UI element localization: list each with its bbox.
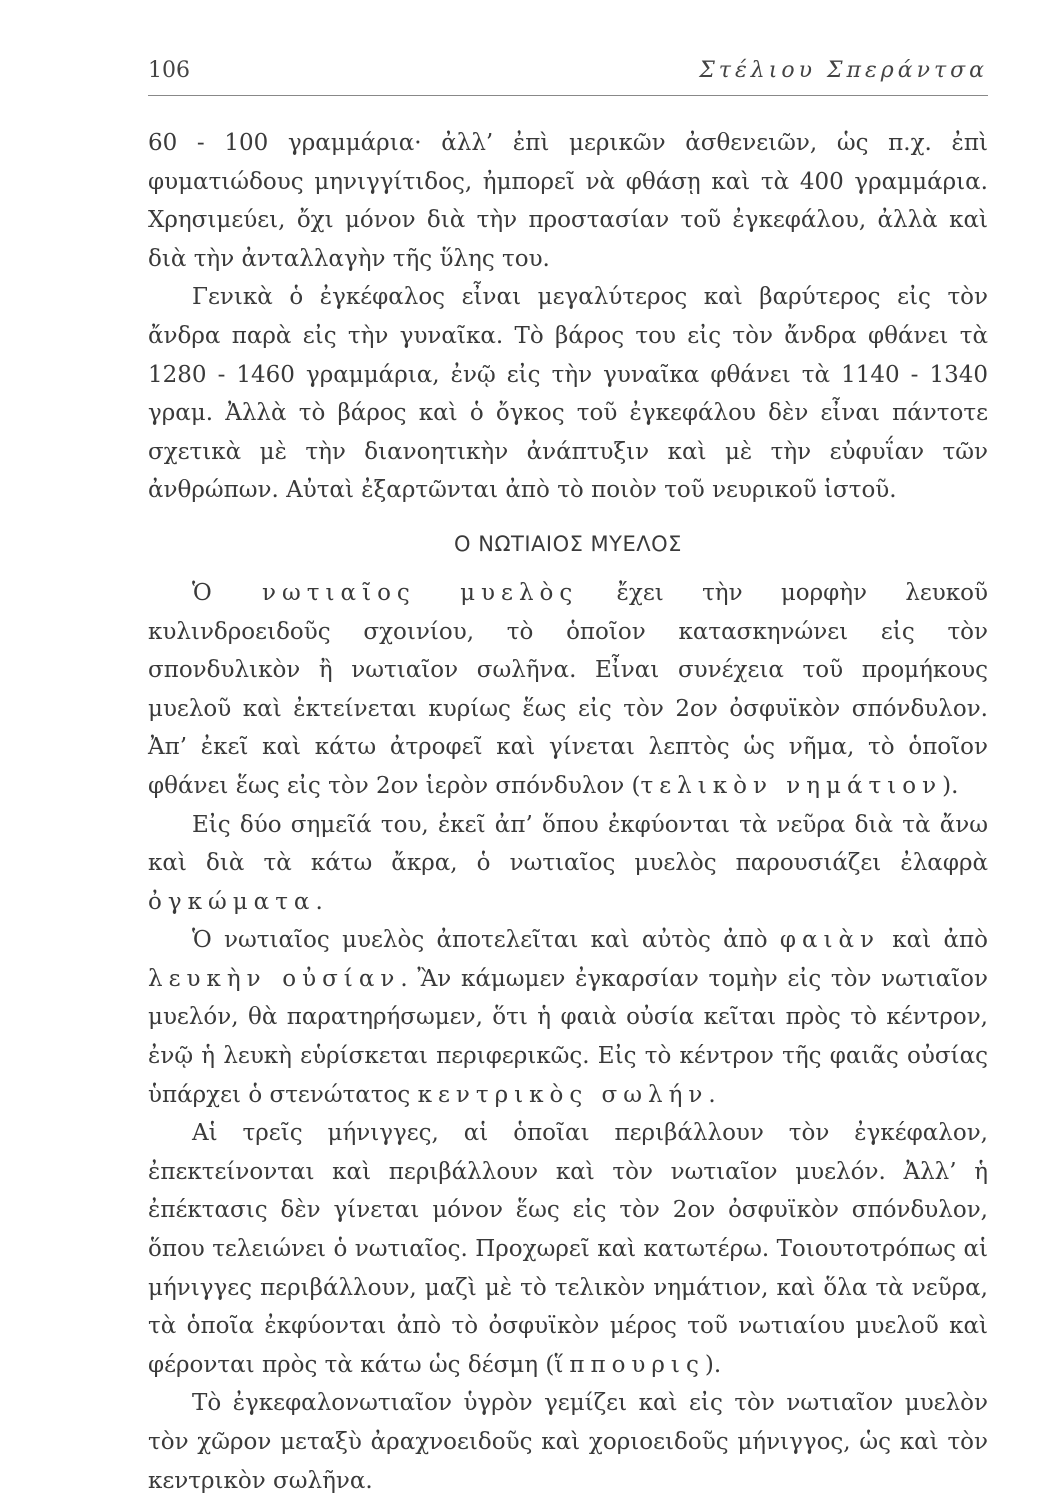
paragraph-5-text-a: Ὁ νωτιαῖος μυελὸς ἀποτελεῖται καὶ αὐτὸς ἀπὸ (192, 927, 780, 954)
paragraph-5-text-d: . (708, 1081, 716, 1108)
paragraph-6-text-a: Αἱ τρεῖς μήνιγγες, αἱ ὁποῖαι περιβάλλουν τὸν ἐγκέφαλον, ἐπεκτείνονται καὶ περιβάλλουν καὶ τὸν νωτιαῖον μυελόν. Ἀλλ’ ἡ ἐπέκτασις δὲν γίνεται μόνον ἕως εἰς τὸν 2ον ὀσφυϊκὸν σπόνδυλον, ὅπου τελειώνει ὁ νωτιαῖος. Προχωρεῖ καὶ κατωτέρω. Τοιουτοτρόπως αἱ μήνιγγες περιβάλλουν, μαζὶ μὲ τὸ τελικὸν νημάτιον, καὶ ὅλα τὰ νεῦρα, τὰ ὁποῖα ἐκφύονται ἀπὸ τὸ ὀσφυϊκὸν μέρος τοῦ νωτιαίου μυελοῦ καὶ φέρονται πρὸς τὰ κάτω ὡς δέσμη ( (148, 1120, 988, 1378)
paragraph-4 (148, 806, 988, 922)
spaced-term-filum: τελικὸν νημάτιον (640, 772, 943, 799)
paragraph-7: Τὸ ἐγκεφαλονωτιαῖον ὑγρὸν γεμίζει καὶ εἰς τὸν νωτιαῖον μυελὸν τὸν χῶρον μεταξὺ ἀραχνοειδοῦς καὶ χοριοειδοῦς μήνιγγος, ὡς καὶ τὸν κεντρικὸν σωλῆνα. (148, 1390, 988, 1494)
page-body (148, 124, 988, 1500)
spaced-term-central-canal: κεντρικὸς σωλήν (417, 1081, 709, 1108)
paragraph-2: Γενικὰ ὁ ἐγκέφαλος εἶναι μεγαλύτερος καὶ βαρύτερος εἰς τὸν ἄνδρα παρὰ εἰς τὴν γυναῖκα. Τὸ βάρος του εἰς τὸν ἄνδρα φθάνει τὰ 1280 - 1460 γραμμάρια, ἐνῷ εἰς τὴν γυναῖκα φθάνει τὰ 1140 - 1340 γραμ. Ἀλλὰ τὸ βάρος καὶ ὁ ὄγκος τοῦ ἐγκεφάλου δὲν εἶναι πάντοτε σχετικὰ μὲ τὴν διανοητικὴν ἀνάπτυξιν καὶ μὲ τὴν εὐφυΐαν τῶν ἀνθρώπων. Αὐταὶ ἐξαρτῶνται ἀπὸ τὸ ποιὸν τοῦ νευρικοῦ ἱστοῦ. (148, 284, 988, 504)
spaced-term-grey: φαιὰν (779, 927, 881, 954)
paragraph-5-text-c: . Ἂν κάμωμεν ἐγκαρσίαν τομὴν εἰς τὸν νωτιαῖον μυελόν, θὰ παρατηρήσωμεν, ὅτι ἡ φαιὰ οὐσία κεῖται πρὸς τὸ κέντρον, ἐνῷ ἡ λευκὴ εὑρίσκεται περιφερικῶς. Εἰς τὸ κέντρον τῆς φαιᾶς οὐσίας ὑπάρχει ὁ στενώτατος (148, 965, 988, 1108)
paragraph-4-text-b: . (315, 888, 323, 915)
page-number: 106 (148, 58, 190, 83)
page-header (148, 58, 988, 96)
paragraph-5 (148, 921, 988, 1114)
paragraph-3-text-b: ). (942, 772, 959, 799)
paragraph-3 (148, 574, 988, 806)
spaced-term-cauda-equina: ἵππουρις (554, 1351, 705, 1378)
paragraph-6-text-b: ). (704, 1351, 722, 1378)
paragraph-4-text-a: Εἰς δύο σημεῖά του, ἐκεῖ ἀπ’ ὅπου ἐκφύονται τὰ νεῦρα διὰ τὰ ἄνω καὶ διὰ τὰ κάτω ἄκρα, ὁ νωτιαῖος μυελὸς παρουσιάζει ἐλαφρὰ (148, 811, 988, 877)
paragraph-6 (148, 1114, 988, 1384)
running-title: Στέλιου Σπεράντσα (699, 58, 988, 83)
spaced-term-spinal-cord: Ὁ νωτιαῖος μυελὸς (192, 579, 579, 606)
book-page (148, 58, 988, 1500)
spaced-term-enlargements: ὀγκώματα (148, 888, 316, 915)
paragraph-5-text-b: καὶ ἀπὸ (880, 927, 988, 954)
section-heading: Ο ΝΩΤΙΑΙΟΣ ΜΥΕΛΟΣ (454, 531, 682, 556)
paragraph-3-text-a: ἔχει τὴν μορφὴν λευκοῦ κυλινδροειδοῦς σχοινίου, τὸ ὁποῖον κατασκηνώνει εἰς τὸν σπονδυλικὸν ἢ νωτιαῖον σωλῆνα. Εἶναι συνέχεια τοῦ προμήκους μυελοῦ καὶ ἐκτείνεται κυρίως ἕως εἰς τὸν 2ον ὀσφυϊκὸν σπόνδυλον. Ἀπ’ ἐκεῖ καὶ κάτω ἀτροφεῖ καὶ γίνεται λεπτὸς ὡς νῆμα, τὸ ὁποῖον φθάνει ἕως εἰς τὸν 2ον ἱερὸν σπόνδυλον ( (148, 579, 988, 799)
paragraph-1: 60 - 100 γραμμάρια· ἀλλ’ ἐπὶ μερικῶν ἀσθενειῶν, ὡς π.χ. ἐπὶ φυματιώδους μηνιγγίτιδος, ἠμπορεῖ νὰ φθάσῃ καὶ τὰ 400 γραμμάρια. Χρησιμεύει, ὄχι μόνον διὰ τὴν προστασίαν τοῦ ἐγκεφάλου, ἀλλὰ καὶ διὰ τὴν ἀνταλλαγὴν τῆς ὕλης του. (148, 130, 988, 272)
spaced-term-white-matter: λευκὴν οὐσίαν (148, 965, 401, 992)
